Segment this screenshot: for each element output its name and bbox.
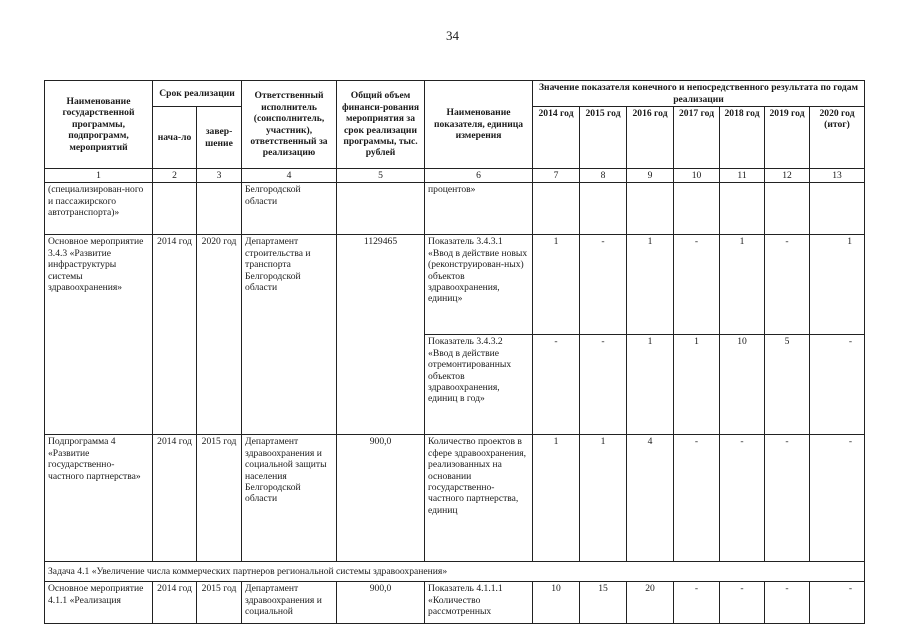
value-cell: - bbox=[810, 335, 865, 435]
indicator-cell: процентов» bbox=[425, 183, 533, 235]
value-cell: - bbox=[720, 582, 765, 624]
value-cell: 1 bbox=[580, 435, 627, 562]
program-name-cell: Основное мероприятие 4.1.1 «Реализация bbox=[45, 582, 153, 624]
value-cell: - bbox=[674, 435, 720, 562]
value-cell: - bbox=[720, 435, 765, 562]
value-cell: 1 bbox=[720, 235, 765, 335]
funding-cell: 900,0 bbox=[337, 582, 425, 624]
funding-cell: 900,0 bbox=[337, 435, 425, 562]
funding-cell: 1129465 bbox=[337, 235, 425, 435]
table-row bbox=[45, 235, 865, 335]
value-cell: 10 bbox=[533, 582, 580, 624]
program-table bbox=[44, 80, 865, 624]
end-cell: 2015 год bbox=[197, 582, 242, 624]
header-year-2020: 2020 год (итог) bbox=[810, 107, 865, 169]
value-cell: 1 bbox=[810, 235, 865, 335]
value-cell: - bbox=[765, 235, 810, 335]
column-number: 11 bbox=[720, 169, 765, 183]
executor-cell: Департамент строительства и транспорта Белгородской области bbox=[242, 235, 337, 435]
column-number: 5 bbox=[337, 169, 425, 183]
indicator-cell: Показатель 4.1.1.1 «Количество рассмотренных bbox=[425, 582, 533, 624]
header-end: завер-шение bbox=[197, 107, 242, 169]
column-number: 4 bbox=[242, 169, 337, 183]
header-year-2019: 2019 год bbox=[765, 107, 810, 169]
value-cell: 1 bbox=[533, 235, 580, 335]
indicator-cell: Показатель 3.4.3.2 «Ввод в действие отремонтированных объектов здравоохранения, единиц в год» bbox=[425, 335, 533, 435]
header-executor: Ответственный исполнитель (соисполнитель, участник), ответственный за реализацию bbox=[242, 81, 337, 169]
executor-cell: Белгородской области bbox=[242, 183, 337, 235]
table-row bbox=[45, 582, 865, 624]
column-number: 3 bbox=[197, 169, 242, 183]
table-row bbox=[45, 183, 865, 235]
end-cell: 2015 год bbox=[197, 435, 242, 562]
indicator-cell: Показатель 3.4.3.1 «Ввод в действие новых (реконструирован-ных) объектов здравоохранения, единиц» bbox=[425, 235, 533, 335]
value-cell: 10 bbox=[720, 335, 765, 435]
start-cell: 2014 год bbox=[153, 435, 197, 562]
header-year-2015: 2015 год bbox=[580, 107, 627, 169]
executor-cell: Департамент здравоохранения и социальной bbox=[242, 582, 337, 624]
header-year-2014: 2014 год bbox=[533, 107, 580, 169]
column-number: 12 bbox=[765, 169, 810, 183]
start-cell: 2014 год bbox=[153, 582, 197, 624]
column-number: 7 bbox=[533, 169, 580, 183]
header-funding: Общий объем финанси-рования мероприятия за срок реализации программы, тыс. рублей bbox=[337, 81, 425, 169]
column-number: 10 bbox=[674, 169, 720, 183]
column-number: 8 bbox=[580, 169, 627, 183]
header-year-2017: 2017 год bbox=[674, 107, 720, 169]
column-number: 2 bbox=[153, 169, 197, 183]
indicator-cell: Количество проектов в сфере здравоохранения, реализованных на основании государственно-частного партнерства, единиц bbox=[425, 435, 533, 562]
value-cell: 1 bbox=[627, 335, 674, 435]
task-row bbox=[45, 562, 865, 582]
column-number: 6 bbox=[425, 169, 533, 183]
value-cell: - bbox=[810, 582, 865, 624]
header-year-2016: 2016 год bbox=[627, 107, 674, 169]
column-number: 9 bbox=[627, 169, 674, 183]
column-number: 1 bbox=[45, 169, 153, 183]
page-number: 34 bbox=[446, 28, 459, 43]
value-cell: 1 bbox=[627, 235, 674, 335]
task-title: Задача 4.1 «Увеличение числа коммерческих партнеров региональной системы здравоохранения» bbox=[45, 562, 865, 582]
start-cell: 2014 год bbox=[153, 235, 197, 435]
value-cell: - bbox=[765, 435, 810, 562]
table-row bbox=[45, 435, 865, 562]
header-indicator-name: Наименование показателя, единица измерения bbox=[425, 81, 533, 169]
value-cell: - bbox=[580, 335, 627, 435]
value-cell: - bbox=[533, 335, 580, 435]
program-name-cell: (специализирован-ного и пассажирского автотранспорта)» bbox=[45, 183, 153, 235]
header-start: нача-ло bbox=[153, 107, 197, 169]
column-number: 13 bbox=[810, 169, 865, 183]
value-cell: - bbox=[810, 435, 865, 562]
end-cell: 2020 год bbox=[197, 235, 242, 435]
header-year-2018: 2018 год bbox=[720, 107, 765, 169]
header-period: Срок реализации bbox=[153, 81, 242, 107]
header-program-name: Наименование государственной программы, подпрограмм, мероприятий bbox=[45, 81, 153, 169]
program-name-cell: Основное мероприятие 3.4.3 «Развитие инфраструктуры системы здравоохранения» bbox=[45, 235, 153, 435]
value-cell: 20 bbox=[627, 582, 674, 624]
value-cell: 15 bbox=[580, 582, 627, 624]
value-cell: - bbox=[580, 235, 627, 335]
value-cell: - bbox=[674, 235, 720, 335]
value-cell: 1 bbox=[533, 435, 580, 562]
value-cell: - bbox=[674, 582, 720, 624]
executor-cell: Департамент здравоохранения и социальной защиты населения Белгородской области bbox=[242, 435, 337, 562]
value-cell: 5 bbox=[765, 335, 810, 435]
value-cell: - bbox=[765, 582, 810, 624]
program-name-cell: Подпрограмма 4 «Развитие государственно-частного партнерства» bbox=[45, 435, 153, 562]
value-cell: 4 bbox=[627, 435, 674, 562]
header-values-title: Значение показателя конечного и непосредственного результата по годам реализации bbox=[533, 81, 865, 107]
column-number-row bbox=[45, 169, 865, 183]
value-cell: 1 bbox=[674, 335, 720, 435]
